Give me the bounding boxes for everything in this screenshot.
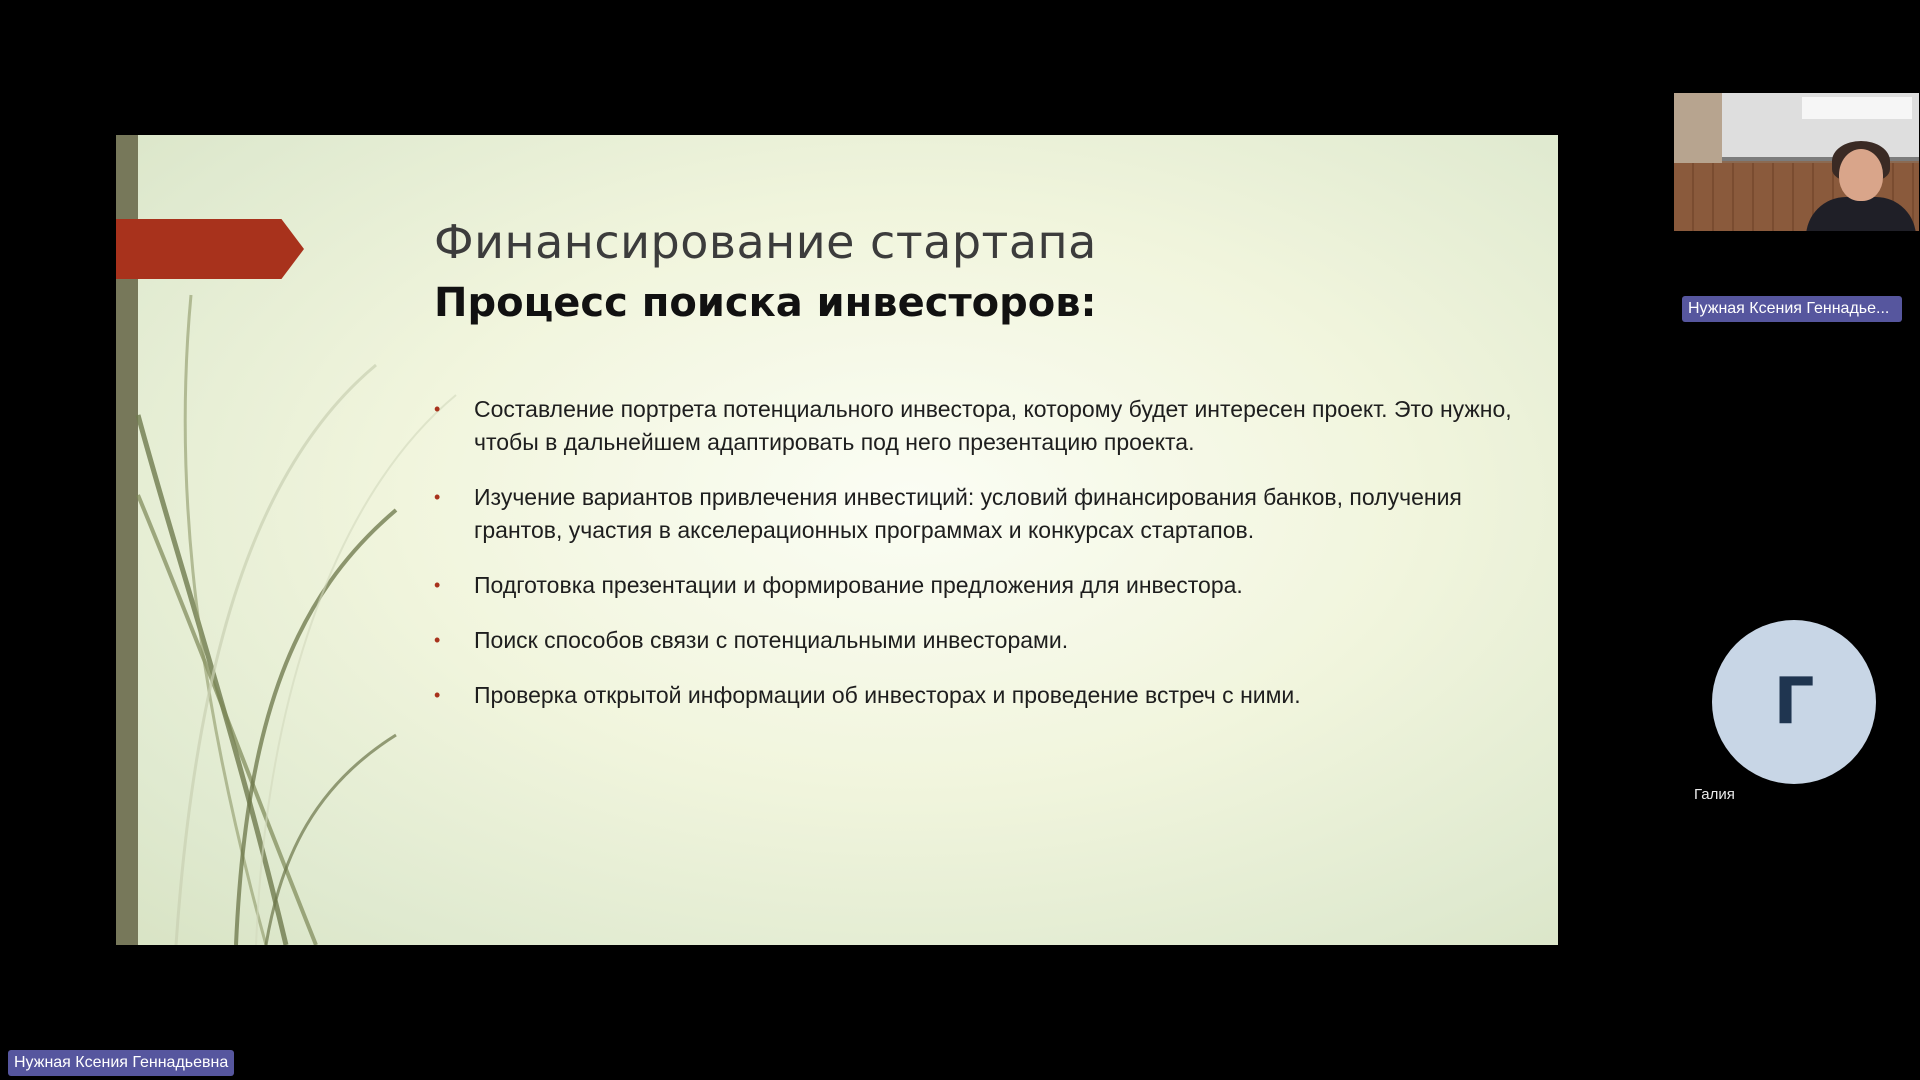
bullet-text: Подготовка презентации и формирование предложения для инвестора. — [474, 572, 1243, 598]
attendee-avatar[interactable] — [1712, 620, 1876, 784]
bullet-item — [434, 679, 1514, 712]
bullet-text: Составление портрета потенциального инвестора, которому будет интересен проект. Это нужно, чтобы в дальнейшем адаптировать под него презентацию проекта. — [474, 396, 1512, 455]
video-whiteboard — [1722, 93, 1919, 161]
slide-title: Финансирование стартапа — [434, 215, 1097, 269]
presenter-face — [1839, 149, 1883, 201]
shared-slide — [116, 135, 1558, 945]
attendee-initial: Г — [1773, 665, 1815, 739]
bullet-dot-icon: • — [434, 399, 441, 419]
video-projector-screen — [1802, 97, 1912, 119]
active-speaker-name-tag: Нужная Ксения Геннадьевна — [8, 1050, 234, 1076]
bullet-item — [434, 624, 1514, 657]
bullet-dot-icon: • — [434, 487, 441, 507]
attendee-name: Галия — [1694, 786, 1735, 803]
presenter-name-tag: Нужная Ксения Геннадье... — [1682, 296, 1902, 322]
bullet-text: Поиск способов связи с потенциальными инвесторами. — [474, 627, 1069, 653]
bullet-dot-icon: • — [434, 630, 441, 650]
bullet-item — [434, 569, 1514, 602]
bullet-text: Изучение вариантов привлечения инвестиций: условий финансирования банков, получения грантов, участия в акселерационных программах и конкурсах стартапов. — [474, 484, 1462, 543]
bullet-dot-icon: • — [434, 575, 441, 595]
bullet-dot-icon: • — [434, 685, 441, 705]
bullet-text: Проверка открытой информации об инвесторах и проведение встреч с ними. — [474, 682, 1301, 708]
presenter-video-tile[interactable] — [1674, 93, 1919, 231]
bullet-list — [434, 393, 1514, 734]
bullet-item — [434, 481, 1514, 547]
bullet-item — [434, 393, 1514, 459]
slide-subtitle: Процесс поиска инвесторов: — [434, 280, 1097, 326]
